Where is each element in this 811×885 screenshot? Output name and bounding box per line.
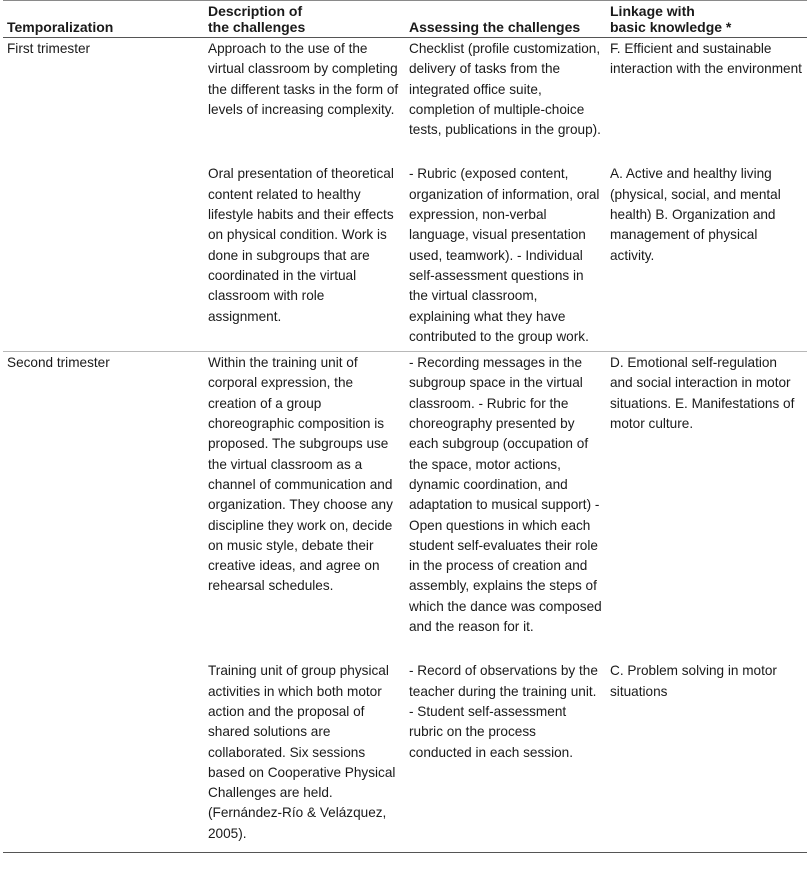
assessment-text: Checklist (profile customization, delivery of tasks from the integrated office suite, completion of multiple-choice tests, publications in the group).: [409, 41, 601, 138]
cell-assessment: [405, 144, 606, 351]
header-description-line2: the challenges: [208, 19, 306, 35]
period-text: Second trimester: [7, 355, 110, 371]
table-body: [3, 38, 807, 853]
linkage-text: F. Efficient and sustainable interaction with the environment: [610, 41, 802, 77]
assessment-text: - Rubric (exposed content, organization of information, oral expression, non-verbal language, visual presentation used, teamwork). - Individual self-assessment questions in the virtual classroom, explaining what they have contributed to the group work.: [409, 166, 600, 344]
header-linkage: [606, 1, 807, 38]
header-assessing-label: Assessing the challenges: [409, 19, 581, 35]
cell-description: [204, 641, 405, 852]
table-row: [3, 144, 807, 351]
linkage-text: A. Active and healthy living (physical, social, and mental health) B. Organization and management of physical activity.: [610, 166, 781, 263]
cell-description: [204, 38, 405, 145]
header-assessing: [405, 1, 606, 38]
linkage-text: D. Emotional self-regulation and social interaction in motor situations. E. Manifestations of motor culture.: [610, 355, 795, 432]
assessment-text: - Record of observations by the teacher during the training unit. - Student self-assessment rubric on the process conducted in each session.: [409, 663, 598, 760]
table-header: [3, 1, 807, 38]
header-linkage-line2: basic knowledge *: [610, 19, 732, 35]
period-text: First trimester: [7, 41, 91, 56]
description-text: Oral presentation of theoretical content related to healthy lifestyle habits and their effects on physical condition. Work is done in subgroups that are coordinated in the virtual classroom with role assignment.: [208, 166, 394, 324]
challenges-table: [3, 0, 807, 853]
cell-linkage: [606, 144, 807, 351]
header-row: [3, 1, 807, 38]
cell-period: [3, 352, 204, 642]
cell-period: [3, 38, 204, 145]
header-description: [204, 1, 405, 38]
header-linkage-line1: Linkage with: [610, 3, 695, 19]
cell-assessment: [405, 641, 606, 852]
description-text: Within the training unit of corporal expression, the creation of a group choreographic composition is proposed. The subgroups use the virtual classroom as a channel of communication and organization. They choose any discipline they work on, decide on music style, debate their creative ideas, and agree on rehearsal schedules.: [208, 355, 393, 594]
cell-linkage: [606, 38, 807, 145]
description-text: Training unit of group physical activities in which both motor action and the proposal of shared solutions are collaborated. Six sessions based on Cooperative Physical Challenges are held. (Fernández-Río & Velázquez, 2005).: [208, 663, 396, 841]
cell-linkage: [606, 641, 807, 852]
table-row: [3, 641, 807, 852]
table-row: [3, 38, 807, 145]
description-text: Approach to the use of the virtual classroom by completing the different tasks in the form of levels of increasing complexity.: [208, 41, 399, 117]
linkage-text: C. Problem solving in motor situations: [610, 663, 777, 699]
cell-description: [204, 144, 405, 351]
header-temporalization-label: Temporalization: [7, 19, 114, 35]
header-temporalization: [3, 1, 204, 38]
table-row: [3, 352, 807, 642]
assessment-text: - Recording messages in the subgroup space in the virtual classroom. - Rubric for the choreography presented by each subgroup (occupation of the space, motor actions, dynamic coordination, and adaptation to musical support) - Open questions in which each student self-evaluates their role in the process of creation and assembly, explains the steps of which the dance was composed and the reason for it.: [409, 355, 602, 635]
cell-linkage: [606, 352, 807, 642]
cell-period: [3, 144, 204, 351]
cell-description: [204, 352, 405, 642]
header-description-line1: Description of: [208, 3, 303, 19]
cell-assessment: [405, 38, 606, 145]
cell-assessment: [405, 352, 606, 642]
cell-period: [3, 641, 204, 852]
